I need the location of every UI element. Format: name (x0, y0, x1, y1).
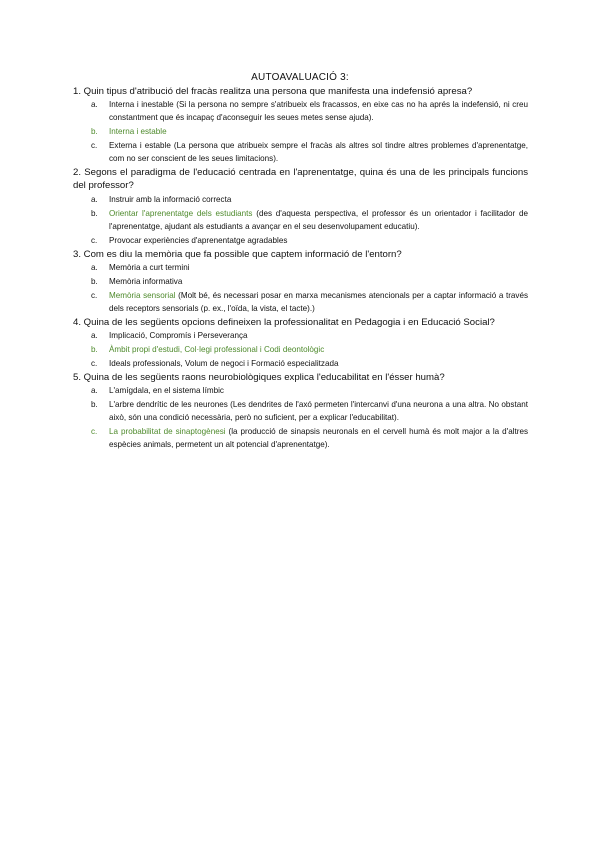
option-letter: c. (91, 290, 98, 300)
option-answer: Interna i inestable (109, 100, 174, 110)
option-list (73, 261, 528, 315)
option-item (73, 384, 528, 397)
option-list (73, 384, 528, 451)
option-letter: b. (91, 208, 98, 218)
question-text: 2. Segons el paradigma de l'educació centrada en l'aprenentatge, quina és una de les principals funcions del professor? (73, 167, 528, 192)
correct-answer: Orientar l'aprenentatge dels estudiants (109, 208, 253, 218)
option-item (73, 425, 528, 451)
option-letter: a. (91, 331, 98, 341)
option-item (73, 275, 528, 288)
question-text: 1. Quin tipus d'atribució del fracàs realitza una persona que manifesta una indefensió apresa? (73, 86, 473, 97)
option-answer: Instruir amb la informació correcta (109, 194, 232, 204)
page-title: AUTOAVALUACIÓ 3: (251, 72, 349, 83)
option-item (73, 234, 528, 247)
question-block (73, 371, 528, 451)
option-letter: b. (91, 127, 98, 137)
option-letter: a. (91, 262, 98, 272)
question-text: 5. Quina de les següents raons neurobiològiques explica l'educabilitat en l'ésser humà? (73, 372, 445, 384)
option-letter: c. (91, 427, 98, 437)
option-item (73, 357, 528, 370)
option-answer: Ideals professionals, Volum de negoci i Formació especialitzada (109, 359, 339, 369)
question-text: 3. Com es diu la memòria que fa possible que captem informació de l'entorn? (73, 248, 402, 260)
option-note: (Les dendrites de l'axó permeten l'intercanvi d'una neurona a una altra. No obstant això, són una condició necessària, però no suficient, per a explicar l'educabilitat). (109, 400, 528, 423)
question-block (73, 85, 528, 165)
option-item (73, 139, 528, 165)
correct-answer: Interna i estable (109, 127, 167, 137)
option-letter: a. (91, 100, 98, 110)
question-text: 4. Quina de les següents opcions defineixen la professionalitat en Pedagogia i en Educació Social? (73, 316, 495, 328)
option-item (73, 343, 528, 356)
correct-answer: La probabilitat de sinaptogènesi (109, 427, 226, 437)
option-item (73, 289, 528, 315)
question-block (73, 248, 528, 315)
option-letter: a. (91, 194, 98, 204)
option-note: (La persona que atribueix sempre el fracàs als altres sol tindre altres problemes d'aprenentatge, com no ser conscient de les seues limitacions). (109, 141, 528, 164)
question-block (73, 166, 528, 246)
option-letter: b. (91, 400, 98, 410)
option-item (73, 261, 528, 274)
option-item (73, 207, 528, 233)
option-item (73, 193, 528, 206)
option-item (73, 125, 528, 138)
option-answer: Provocar experiències d'aprenentatge agradables (109, 235, 288, 245)
option-letter: c. (91, 141, 98, 151)
option-answer: Memòria a curt termini (109, 262, 190, 272)
option-letter: c. (91, 235, 98, 245)
option-list (73, 193, 528, 247)
option-answer: Externa i estable (109, 141, 171, 151)
option-note: (des d'aquesta perspectiva, el professor és un orientador i facilitador de l'aprenentatge, ajudant als estudiants a avançar en el seu desenvolupament educatiu). (109, 208, 528, 231)
option-answer: Implicació, Compromís i Perseverança (109, 331, 248, 341)
option-letter: b. (91, 276, 98, 286)
option-item (73, 98, 528, 124)
option-list (73, 329, 528, 370)
option-note: (la producció de sinapsis neuronals en el cervell humà és molt major a la d'altres espècies animals, permetent un alt potencial d'aprenentatge). (109, 427, 529, 450)
option-note: (Si la persona no sempre s'atribueix els fracassos, en eixe cas no ha aprés la indefensió, ni creu constantment que és incapaç d'aconseguir les seues metes sense ajuda). (109, 100, 528, 123)
option-item (73, 398, 528, 424)
option-letter: c. (91, 359, 98, 369)
option-answer: L'arbre dendrític de les neurones (109, 400, 228, 410)
question-block (73, 316, 528, 370)
option-list (73, 98, 528, 165)
option-item (73, 329, 528, 342)
correct-answer: Àmbit propi d'estudi, Col·legi professional i Codi deontològic (109, 345, 325, 355)
option-answer: Memòria informativa (109, 276, 183, 286)
option-note: (Molt bé, és necessari posar en marxa mecanismes atencionals per a captar informació a través dels receptors sensorials (p. ex., l'oïda, la vista, el tacte).) (109, 290, 528, 313)
quiz-content (73, 85, 528, 452)
correct-answer: Memòria sensorial (109, 290, 176, 300)
option-letter: a. (91, 386, 98, 396)
option-answer: L'amígdala, en el sistema límbic (109, 386, 224, 396)
option-letter: b. (91, 345, 98, 355)
